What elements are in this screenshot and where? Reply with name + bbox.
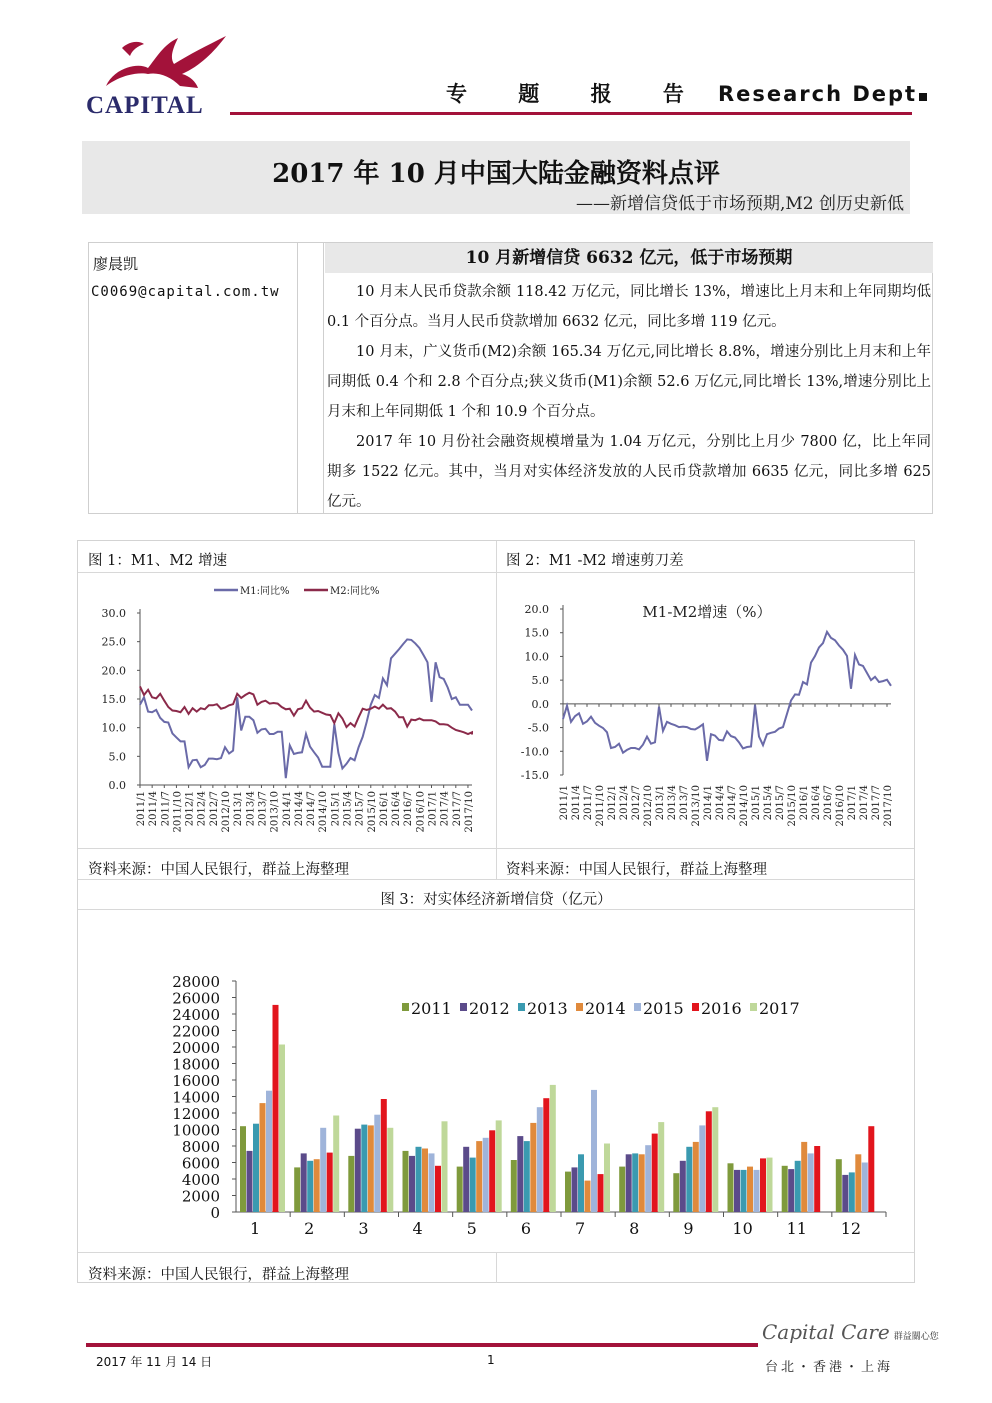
bar: [849, 1172, 855, 1212]
chart-title: M1-M2增速（%）: [642, 603, 772, 621]
x-tick-label: 5: [466, 1219, 477, 1238]
y-tick-label: 10.0: [101, 721, 126, 735]
bar: [760, 1158, 766, 1212]
x-tick-label: 2017/4: [859, 785, 870, 821]
legend-label: 2013: [527, 999, 568, 1018]
y-tick-label: 20.0: [101, 664, 126, 678]
new-credit-bar-chart: [78, 910, 914, 1252]
y-tick-label: 8000: [181, 1138, 220, 1156]
x-tick-label: 2015/10: [787, 785, 798, 827]
bar: [240, 1126, 246, 1212]
y-tick-label: 14000: [172, 1088, 220, 1107]
bar: [314, 1159, 320, 1212]
x-tick-label: 2014/7: [306, 791, 318, 827]
summary-table: [88, 242, 933, 514]
bar: [266, 1091, 272, 1212]
bar: [511, 1160, 517, 1212]
y-tick-label: 18000: [172, 1055, 220, 1074]
legend-swatch: [518, 1003, 525, 1011]
y-tick-label: 4000: [181, 1171, 220, 1189]
bar: [294, 1167, 300, 1212]
x-tick-label: 2017/4: [439, 791, 451, 827]
brand-wordmark: CAPITAL: [86, 92, 204, 119]
y-tick-label: 5.0: [108, 750, 126, 764]
x-tick-label: 2016/7: [823, 785, 834, 821]
x-tick-label: 2012/1: [607, 785, 618, 821]
bar: [686, 1147, 692, 1212]
x-tick-label: 6: [520, 1219, 532, 1238]
bar: [788, 1169, 794, 1212]
bar: [814, 1146, 820, 1212]
x-tick-label: 2014/1: [281, 791, 293, 827]
x-tick-label: 7: [574, 1219, 586, 1238]
legend-label: 2014: [585, 999, 626, 1018]
bar: [619, 1167, 625, 1212]
y-tick-label: 20000: [172, 1039, 220, 1057]
bar: [355, 1129, 361, 1212]
bar: [476, 1141, 482, 1212]
x-tick-label: 2012/4: [619, 785, 630, 821]
legend-swatch: [692, 1003, 699, 1011]
y-tick-label: 22000: [172, 1022, 220, 1041]
bar: [658, 1122, 664, 1212]
series-line: [140, 686, 472, 734]
x-tick-label: 2017/1: [427, 791, 439, 827]
x-tick-label: 10: [732, 1219, 753, 1238]
bar: [842, 1175, 848, 1212]
y-tick-label: 15.0: [524, 626, 549, 640]
x-tick-label: 2016/1: [378, 791, 390, 827]
bar: [712, 1107, 718, 1212]
y-tick-label: 0.0: [108, 779, 126, 792]
author-column: [89, 243, 298, 513]
y-tick-label: 26000: [172, 989, 220, 1008]
bar: [767, 1158, 773, 1212]
spacer-column: [298, 243, 324, 513]
x-tick-label: 3: [358, 1219, 369, 1238]
x-tick-label: 2017/10: [883, 785, 894, 827]
y-tick-label: -10.0: [520, 745, 549, 759]
summary-body: [327, 277, 931, 517]
bar: [699, 1125, 705, 1212]
bar: [741, 1170, 747, 1212]
summary-paragraph: 10 月末，广义货币(M2)余额 165.34 万亿元,同比增长 8.8%，增速分别比上月末和上年同期低 0.4 个和 2.8 个百分点;狭义货币(M1)余额 52.6 万亿元,同比增长 13%,增速分别比上月末和上年同期低 1 个和 10.9 个百分点。: [327, 344, 931, 420]
x-tick-label: 2014/4: [715, 785, 726, 821]
dept-name: Research Dept: [717, 82, 918, 106]
x-tick-label: 2012/10: [221, 791, 233, 833]
y-tick-label: 28000: [172, 973, 220, 991]
x-tick-label: 2013/1: [233, 791, 245, 827]
bar: [572, 1167, 578, 1212]
x-tick-label: 2017/10: [463, 791, 475, 833]
x-tick-label: 2013/4: [245, 791, 257, 827]
legend-label: M2:同比%: [330, 586, 380, 597]
y-tick-label: 5.0: [531, 674, 549, 688]
bar: [632, 1153, 638, 1212]
report-header: [446, 78, 927, 108]
bar: [795, 1161, 801, 1212]
x-tick-label: 2015/7: [775, 785, 786, 821]
title-banner: [82, 141, 910, 214]
y-tick-label: 15.0: [101, 693, 126, 706]
bar: [639, 1154, 645, 1212]
bar: [457, 1167, 463, 1212]
bar: [550, 1085, 556, 1212]
report-type: 专 题 报 告: [446, 82, 706, 106]
x-tick-label: 2017/7: [451, 791, 463, 827]
legend-swatch: [460, 1003, 467, 1011]
x-tick-label: 2016/4: [391, 791, 403, 827]
fig1-caption: 图 1：M1、M2 增速: [88, 553, 228, 569]
x-tick-label: 2013/1: [655, 785, 666, 821]
legend-label: 2011: [411, 999, 452, 1018]
legend-label: M1:同比%: [240, 586, 290, 597]
x-tick-label: 2016/4: [811, 785, 822, 821]
bar: [409, 1156, 415, 1212]
bar: [327, 1153, 333, 1212]
x-tick-label: 2014/4: [293, 791, 305, 827]
bar: [422, 1149, 428, 1213]
bar: [801, 1142, 807, 1212]
bar: [260, 1103, 266, 1212]
bar: [361, 1125, 367, 1212]
bar: [836, 1159, 842, 1212]
fig2-source: 资料来源：中国人民银行，群益上海整理: [506, 862, 767, 878]
x-tick-label: 2011/1: [136, 791, 147, 827]
bar: [626, 1154, 632, 1212]
x-tick-label: 2011/7: [583, 785, 594, 821]
x-tick-label: 2011/7: [160, 791, 172, 827]
bar: [706, 1111, 712, 1212]
bar: [754, 1170, 760, 1212]
bar: [403, 1151, 409, 1212]
legend-swatch: [634, 1003, 641, 1011]
bar: [855, 1154, 861, 1212]
bar: [247, 1151, 253, 1212]
x-tick-label: 2014/1: [703, 785, 714, 821]
fig1-source: 资料来源：中国人民银行，群益上海整理: [88, 862, 349, 878]
x-tick-label: 2011/4: [571, 785, 582, 821]
x-tick-label: 11: [786, 1219, 807, 1238]
report-title: 2017 年 10 月中国大陆金融资料点评: [272, 159, 720, 189]
care-small-text: 群益關心您: [893, 1332, 939, 1342]
bar: [463, 1147, 469, 1212]
x-tick-label: 2014/7: [727, 785, 738, 821]
y-tick-label: 0.0: [531, 697, 549, 711]
bar: [598, 1174, 604, 1212]
bar: [868, 1126, 874, 1212]
office-cities: 台北・香港・上海: [765, 1360, 894, 1375]
y-tick-label: 6000: [181, 1154, 220, 1173]
bar: [435, 1166, 441, 1212]
summary-paragraph: 2017 年 10 月份社会融资规模增量为 1.04 万亿元，分别比上月少 7800 亿，比上年同期多 1522 亿元。其中，当月对实体经济发放的人民币贷款增加 6635 亿元，同比多增 625 亿元。: [327, 434, 931, 510]
bar: [652, 1134, 658, 1212]
x-tick-label: 2012/1: [184, 791, 196, 827]
y-tick-label: 25.0: [101, 635, 126, 649]
capital-care-logo: [762, 1320, 939, 1344]
bar: [279, 1045, 285, 1213]
legend-swatch: [576, 1003, 583, 1011]
y-tick-label: 10.0: [524, 650, 549, 664]
dept-dot: [919, 93, 927, 101]
bar: [524, 1141, 530, 1212]
bar: [429, 1153, 435, 1212]
bar: [387, 1128, 393, 1212]
bar: [307, 1161, 313, 1212]
header-rule: [230, 112, 912, 115]
fig3-source: 资料来源：中国人民银行，群益上海整理: [88, 1267, 349, 1283]
y-tick-label: 2000: [181, 1187, 220, 1206]
bar: [728, 1163, 734, 1212]
bar: [680, 1161, 686, 1212]
x-tick-label: 2017/7: [871, 785, 882, 821]
bar: [348, 1156, 354, 1212]
x-tick-label: 2013/7: [257, 791, 269, 827]
x-tick-label: 1: [249, 1219, 261, 1238]
x-tick-label: 2016/7: [403, 791, 415, 827]
bar: [301, 1153, 307, 1212]
x-tick-label: 2015/10: [366, 791, 378, 833]
y-tick-label: 12000: [172, 1105, 220, 1123]
bar: [442, 1121, 448, 1212]
y-tick-label: -15.0: [520, 769, 549, 782]
bar: [470, 1158, 476, 1212]
bar: [585, 1181, 591, 1212]
bar: [734, 1170, 740, 1212]
summary-paragraph: 10 月末人民币贷款余额 118.42 万亿元，同比增长 13%，增速比上月末和上年同期均低 0.1 个百分点。当月人民币贷款增加 6632 亿元，同比多增 119 亿元。: [327, 284, 931, 330]
bar: [368, 1125, 374, 1212]
x-tick-label: 4: [412, 1219, 423, 1238]
x-tick-label: 12: [840, 1219, 862, 1238]
bar: [862, 1163, 868, 1213]
m1-m2-gap-chart: [497, 573, 914, 848]
bar: [416, 1147, 422, 1212]
fig2-caption: 图 2：M1 -M2 增速剪刀差: [506, 553, 684, 569]
bar: [693, 1142, 699, 1212]
bar: [273, 1005, 279, 1212]
y-tick-label: -5.0: [527, 721, 549, 735]
x-tick-label: 2015/7: [354, 791, 366, 827]
page-number: 1: [487, 1353, 495, 1367]
bar: [543, 1098, 549, 1212]
fig3-caption: 图 3：对实体经济新增信贷（亿元）: [380, 892, 612, 908]
bar: [530, 1123, 536, 1212]
y-tick-label: 10000: [172, 1121, 220, 1140]
y-tick-label: 0: [210, 1204, 220, 1222]
bar: [578, 1154, 584, 1212]
x-tick-label: 2016/10: [415, 791, 427, 833]
x-tick-label: 2013/7: [679, 785, 690, 821]
bar: [604, 1144, 610, 1213]
x-tick-label: 2013/4: [667, 785, 678, 821]
bar: [747, 1167, 753, 1212]
divider: [78, 879, 914, 880]
legend-label: 2016: [701, 999, 742, 1018]
bar: [496, 1120, 502, 1212]
bar: [673, 1173, 679, 1212]
m1-m2-growth-chart: [78, 573, 496, 848]
x-tick-label: 2014/10: [318, 791, 330, 833]
divider: [78, 848, 914, 849]
bar: [381, 1099, 387, 1212]
x-tick-label: 2014/10: [739, 785, 750, 827]
x-tick-label: 2: [304, 1219, 315, 1238]
x-tick-label: 8: [629, 1219, 640, 1238]
x-tick-label: 2013/10: [269, 791, 281, 833]
legend-label: 2017: [759, 999, 800, 1018]
series-line: [140, 639, 472, 778]
x-tick-label: 2011/10: [172, 791, 184, 833]
x-tick-label: 9: [683, 1219, 694, 1238]
legend-label: 2012: [469, 999, 510, 1018]
footer-rule: [86, 1343, 758, 1347]
x-tick-label: 2012/7: [208, 791, 220, 827]
bar: [483, 1138, 489, 1212]
bar: [782, 1166, 788, 1212]
bar: [565, 1172, 571, 1212]
y-tick-label: 20.0: [524, 603, 549, 616]
x-tick-label: 2011/4: [148, 791, 160, 827]
x-tick-label: 2016/1: [799, 785, 810, 821]
x-tick-label: 2015/4: [342, 791, 354, 827]
bar: [489, 1130, 495, 1212]
legend-swatch: [402, 1003, 409, 1011]
bar: [645, 1145, 651, 1212]
divider: [496, 1252, 497, 1283]
author-name: 廖晨凯: [93, 255, 139, 273]
x-tick-label: 2012/4: [196, 791, 208, 827]
y-tick-label: 30.0: [101, 607, 126, 620]
bar: [374, 1115, 380, 1212]
figures-frame: [77, 540, 915, 1283]
x-tick-label: 2011/1: [559, 785, 570, 821]
bar: [517, 1136, 523, 1212]
summary-heading: 10 月新增信贷 6632 亿元，低于市场预期: [325, 243, 933, 273]
x-tick-label: 2012/10: [643, 785, 654, 827]
x-tick-label: 2015/1: [330, 791, 342, 827]
care-text: Capital Care: [762, 1320, 890, 1344]
x-tick-label: 2017/1: [847, 785, 858, 821]
x-tick-label: 2016/10: [835, 785, 846, 827]
x-tick-label: 2015/1: [751, 785, 762, 821]
report-subtitle: ——新增信贷低于市场预期,M2 创历史新低: [575, 194, 904, 214]
bar: [591, 1090, 597, 1212]
y-tick-label: 16000: [172, 1072, 220, 1090]
bar: [808, 1153, 814, 1212]
bar: [537, 1107, 543, 1212]
y-tick-label: 24000: [172, 1006, 220, 1024]
report-date: 2017 年 11 月 14 日: [96, 1355, 213, 1369]
bar: [253, 1124, 259, 1212]
legend-label: 2015: [643, 999, 684, 1018]
series-line: [563, 632, 891, 761]
x-tick-label: 2012/7: [631, 785, 642, 821]
bar: [320, 1128, 326, 1212]
x-tick-label: 2011/10: [595, 785, 606, 827]
bar: [333, 1116, 339, 1213]
legend-swatch: [750, 1003, 757, 1011]
x-tick-label: 2015/4: [763, 785, 774, 821]
author-email: C0069@capital.com.tw: [91, 284, 280, 300]
x-tick-label: 2013/10: [691, 785, 702, 827]
